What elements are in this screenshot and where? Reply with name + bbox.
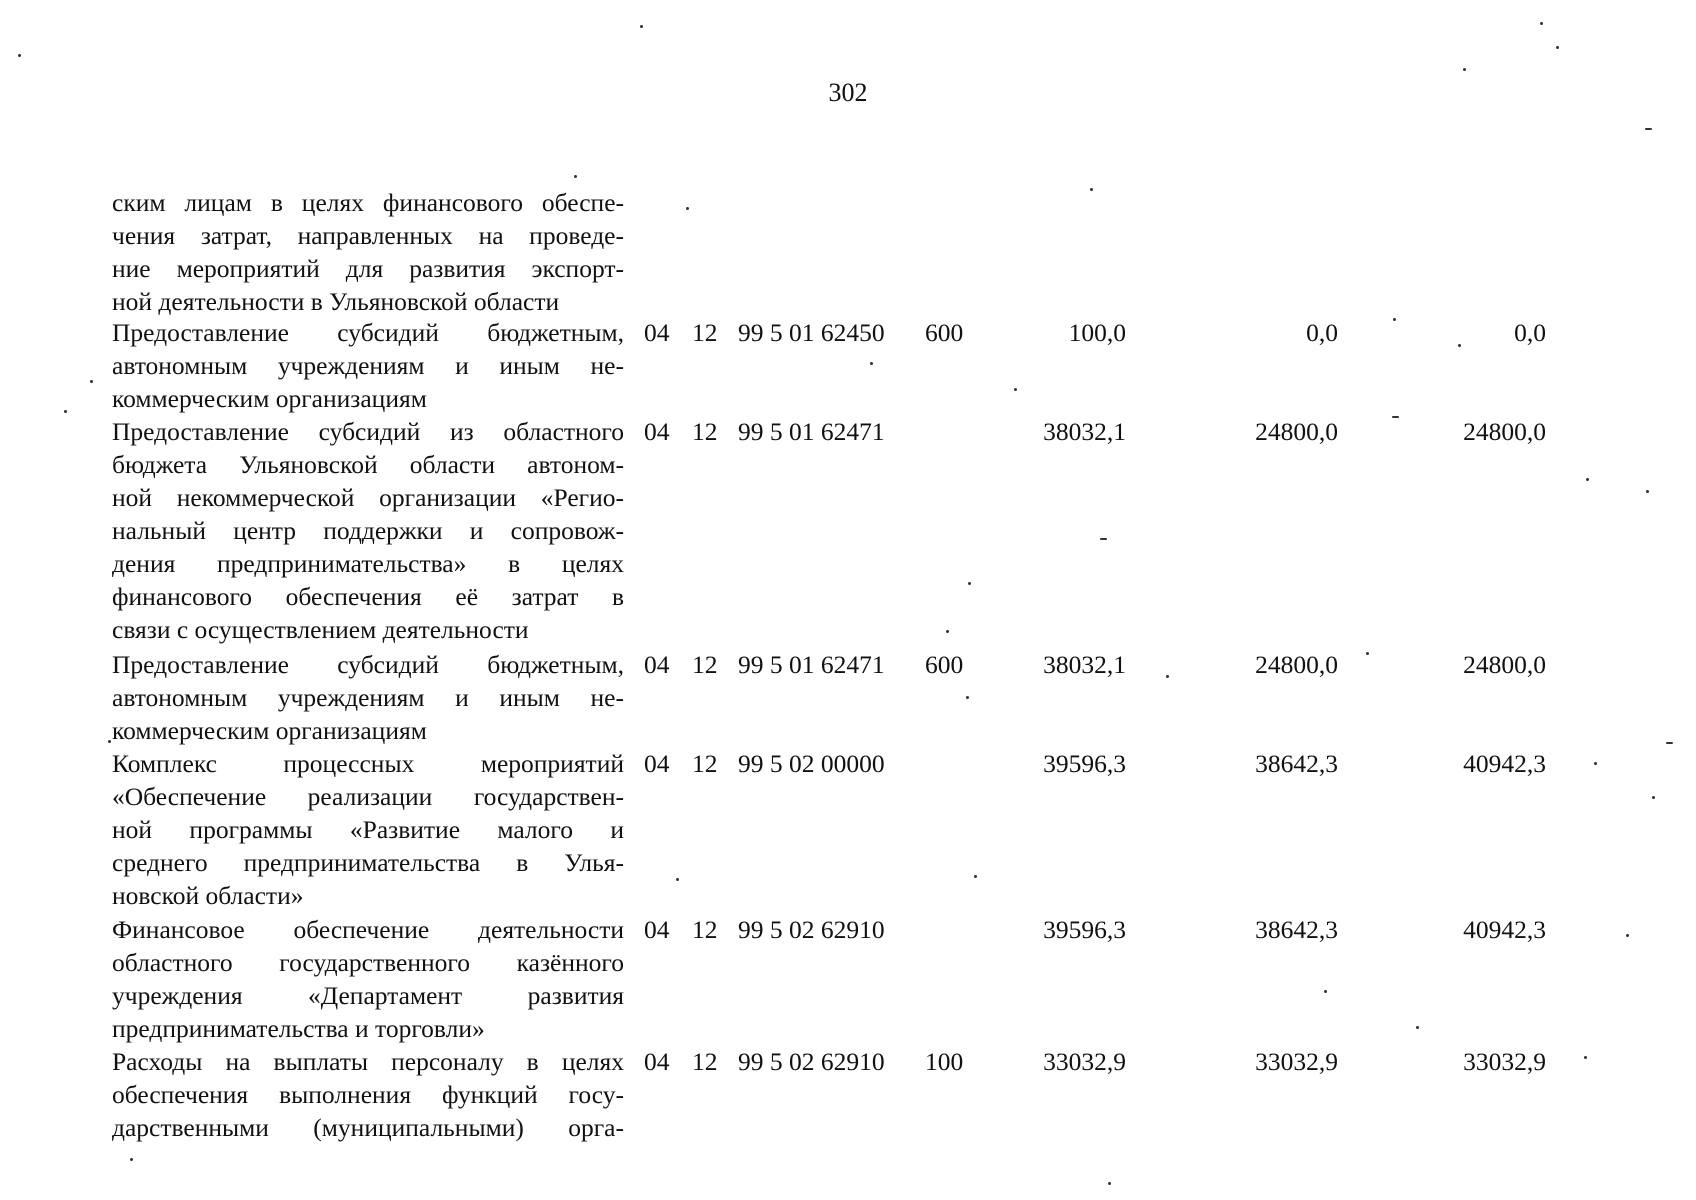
target-article-code: 99 5 02 62910 (738, 1047, 885, 1076)
section-code: 04 (644, 417, 670, 446)
scan-speck (64, 410, 67, 413)
description-line: нальный центр поддержки и сопровож- (112, 516, 624, 545)
amount-year-1: 39596,3 (1043, 915, 1126, 944)
row-description (112, 913, 624, 1045)
scan-speck (1584, 1056, 1587, 1059)
description-line: Предоставление субсидий бюджетным, (112, 650, 624, 679)
page-number: 302 (828, 78, 868, 107)
section-code: 04 (644, 1047, 670, 1076)
description-line: Предоставление субсидий бюджетным, (112, 318, 624, 347)
description-line: коммерческим организациям (112, 716, 427, 745)
subsection-code: 12 (692, 650, 718, 679)
expense-type-code: 100 (925, 1047, 964, 1076)
scan-speck (1166, 675, 1169, 678)
amount-year-1: 100,0 (1068, 318, 1126, 347)
scan-speck (574, 175, 577, 178)
amount-year-3: 24800,0 (1463, 417, 1546, 446)
description-line: чения затрат, направленных на проведе- (112, 221, 624, 250)
scan-speck (1392, 416, 1399, 418)
amount-year-1: 39596,3 (1043, 749, 1126, 778)
amount-year-3: 40942,3 (1463, 749, 1546, 778)
scan-speck (686, 207, 689, 210)
row-description (112, 415, 624, 646)
section-code: 04 (644, 915, 670, 944)
scan-speck (1416, 1026, 1419, 1029)
amount-year-2: 0,0 (1306, 318, 1338, 347)
description-line: Расходы на выплаты персоналу в целях (112, 1047, 624, 1076)
description-line: Финансовое обеспечение деятельности (112, 915, 624, 944)
scan-speck (1108, 1182, 1111, 1185)
amount-year-1: 38032,1 (1043, 417, 1126, 446)
scan-speck (130, 1158, 133, 1161)
scan-speck (1586, 478, 1589, 481)
description-line: дарственными (муниципальными) орга- (112, 1113, 624, 1142)
scan-speck (1014, 388, 1017, 391)
section-code: 04 (644, 650, 670, 679)
scan-speck (18, 54, 21, 57)
amount-year-2: 33032,9 (1255, 1047, 1338, 1076)
scan-speck (870, 362, 873, 365)
row-description (112, 747, 624, 912)
subsection-code: 12 (692, 417, 718, 446)
amount-year-1: 33032,9 (1043, 1047, 1126, 1076)
scan-speck (1652, 796, 1655, 799)
description-line: ной программы «Развитие малого и (112, 815, 624, 844)
description-line: ной некоммерческой организации «Регио- (112, 483, 624, 512)
description-line: обеспечения выполнения функций госу- (112, 1080, 624, 1109)
amount-year-3: 24800,0 (1463, 650, 1546, 679)
amount-year-2: 38642,3 (1255, 915, 1338, 944)
scan-speck (1556, 46, 1559, 49)
scan-speck (1458, 344, 1461, 347)
scan-speck (966, 696, 969, 699)
description-line: связи с осуществлением деятельности (112, 615, 529, 644)
row-description (112, 316, 624, 415)
scan-speck (90, 380, 93, 383)
description-line: ским лицам в целях финансового обеспе- (112, 188, 624, 217)
subsection-code: 12 (692, 1047, 718, 1076)
description-line: дения предпринимательства» в целях (112, 549, 624, 578)
scan-speck (1594, 762, 1597, 765)
scan-speck (974, 875, 977, 878)
scan-speck (1626, 934, 1629, 937)
scan-speck (1393, 318, 1396, 321)
scan-speck (640, 25, 643, 28)
target-article-code: 99 5 01 62450 (738, 318, 885, 347)
amount-year-2: 24800,0 (1255, 650, 1338, 679)
scan-speck (1646, 490, 1649, 493)
amount-year-3: 33032,9 (1463, 1047, 1546, 1076)
section-code: 04 (644, 318, 670, 347)
subsection-code: 12 (692, 318, 718, 347)
scan-speck (1100, 538, 1107, 540)
amount-year-2: 38642,3 (1255, 749, 1338, 778)
scan-speck (968, 582, 971, 585)
scan-speck (108, 740, 111, 743)
description-line: ной деятельности в Ульяновской области (112, 287, 560, 316)
scan-speck (1366, 652, 1369, 655)
amount-year-3: 40942,3 (1463, 915, 1546, 944)
row-description (112, 186, 624, 318)
scan-speck (1645, 128, 1652, 130)
description-line: автономным учреждениям и иным не- (112, 351, 624, 380)
subsection-code: 12 (692, 915, 718, 944)
scan-speck (1090, 188, 1093, 191)
target-article-code: 99 5 01 62471 (738, 417, 885, 446)
scan-speck (676, 878, 679, 881)
target-article-code: 99 5 02 62910 (738, 915, 885, 944)
description-line: Комплекс процессных мероприятий (112, 749, 624, 778)
expense-type-code: 600 (925, 318, 964, 347)
description-line: среднего предпринимательства в Улья- (112, 848, 624, 877)
amount-year-2: 24800,0 (1255, 417, 1338, 446)
scan-speck (946, 630, 949, 633)
description-line: бюджета Ульяновской области автоном- (112, 450, 624, 479)
description-line: предпринимательства и торговли» (112, 1014, 485, 1043)
row-description (112, 648, 624, 747)
description-line: Предоставление субсидий из областного (112, 417, 624, 446)
description-line: новской области» (112, 881, 304, 910)
description-line: «Обеспечение реализации государствен- (112, 782, 624, 811)
scan-speck (1463, 68, 1466, 71)
subsection-code: 12 (692, 749, 718, 778)
description-line: ние мероприятий для развития экспорт- (112, 254, 624, 283)
amount-year-1: 38032,1 (1043, 650, 1126, 679)
description-line: финансового обеспечения её затрат в (112, 582, 624, 611)
description-line: учреждения «Департамент развития (112, 981, 624, 1010)
section-code: 04 (644, 749, 670, 778)
amount-year-3: 0,0 (1514, 318, 1546, 347)
description-line: автономным учреждениям и иным не- (112, 683, 624, 712)
scan-speck (1540, 22, 1543, 25)
scan-speck (1324, 990, 1327, 993)
description-line: коммерческим организациям (112, 384, 427, 413)
target-article-code: 99 5 02 00000 (738, 749, 885, 778)
target-article-code: 99 5 01 62471 (738, 650, 885, 679)
row-description (112, 1045, 624, 1144)
description-line: областного государственного казённого (112, 948, 624, 977)
scan-speck (1666, 742, 1673, 744)
expense-type-code: 600 (925, 650, 964, 679)
